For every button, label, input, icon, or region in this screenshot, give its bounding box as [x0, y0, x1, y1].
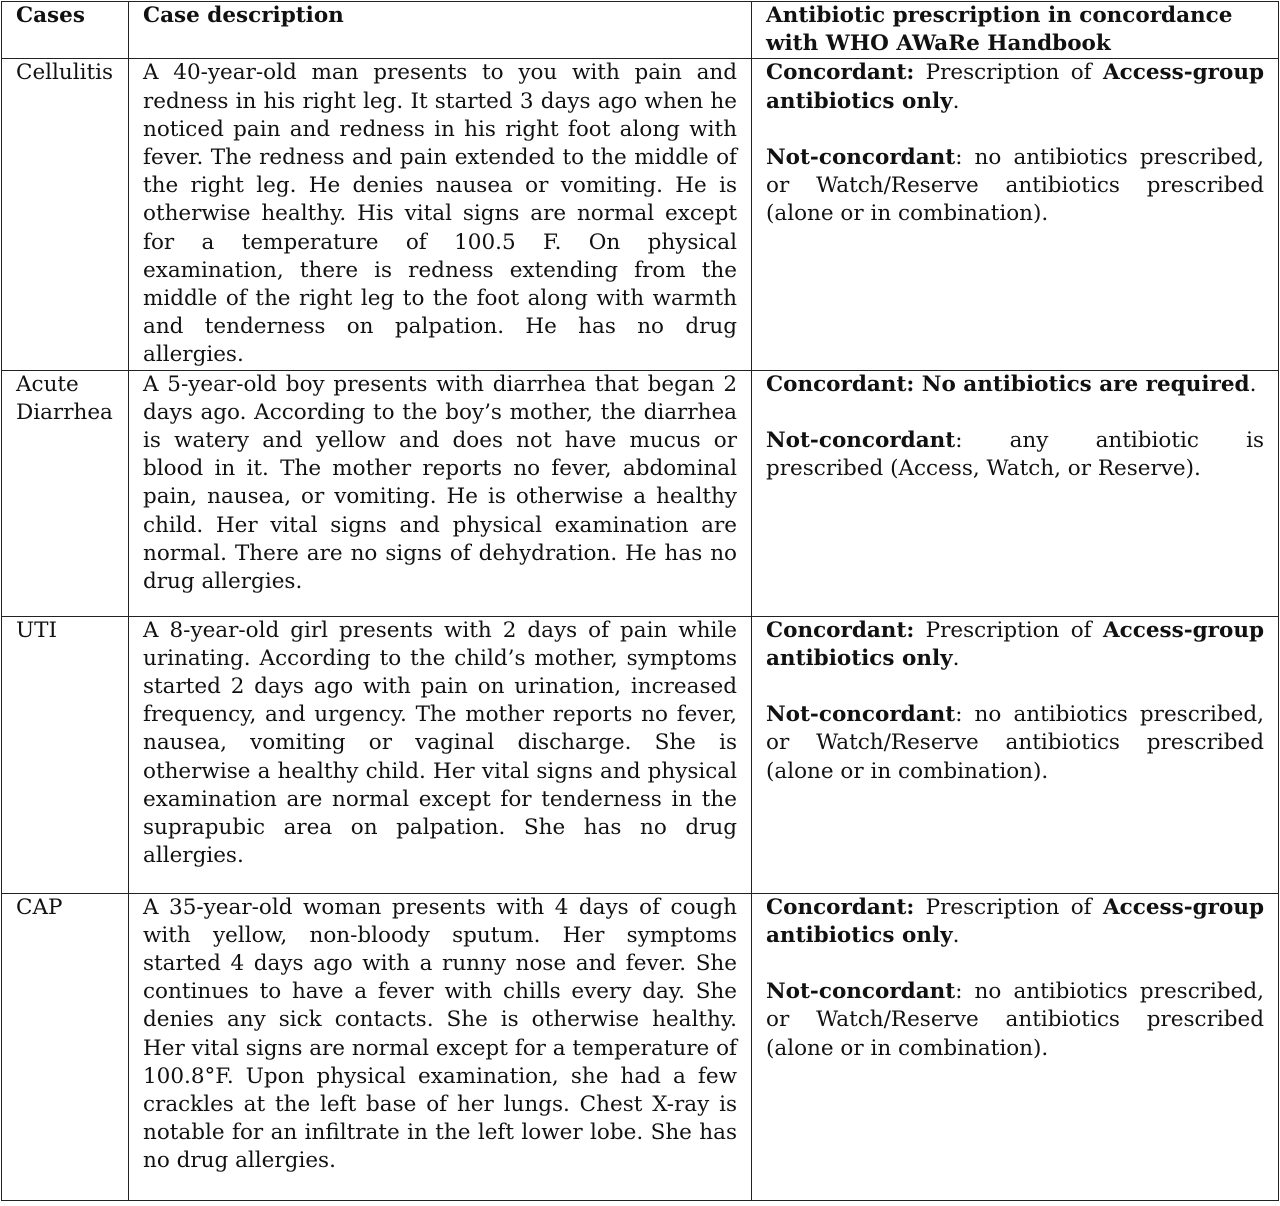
concordance-cell: [752, 616, 1279, 893]
concordant-label: Concordant: No antibiotics are required: [766, 371, 1250, 397]
concordance-cell: [752, 59, 1279, 370]
concordant-end: .: [1249, 371, 1257, 397]
not-concordant-label: Not-concordant: [766, 428, 956, 454]
not-concordant-text: : no antibiotics prescribed, or Watch/Reserve antibiotics prescribed (alone or in combination).: [766, 979, 1264, 1061]
case-name: CAP: [2, 893, 129, 1200]
concordant-emphasis: Access-group antibiotics only: [766, 60, 1264, 114]
case-table: [1, 1, 1279, 1201]
concordant-rule: [766, 371, 1264, 399]
header-cases: Cases: [2, 2, 129, 59]
concordant-end: .: [952, 922, 960, 948]
not-concordant-text: : no antibiotics prescribed, or Watch/Reserve antibiotics prescribed (alone or in combination).: [766, 702, 1264, 784]
case-description: A 8-year-old girl presents with 2 days of pain while urinating. According to the child’s mother, symptoms started 2 days ago with pain on urination, increased frequency, and urgency. The mother reports no fever, nausea, vomiting or vaginal discharge. She is otherwise a healthy child. Her vital signs and physical examination are normal except for tenderness in the suprapubic area on palpation. She has no drug allergies.: [129, 616, 752, 893]
concordant-rule: [766, 59, 1264, 115]
concordant-end: .: [952, 88, 960, 114]
not-concordant-text: : any antibiotic is prescribed (Access, Watch, or Reserve).: [766, 428, 1264, 482]
not-concordant-label: Not-concordant: [766, 702, 956, 728]
concordance-cell: [752, 893, 1279, 1200]
concordant-text: Prescription of: [914, 617, 1103, 643]
concordant-emphasis: Access-group antibiotics only: [766, 894, 1264, 948]
not-concordant-label: Not-concordant: [766, 979, 956, 1005]
not-concordant-rule: [766, 978, 1264, 1063]
concordant-rule: [766, 617, 1264, 673]
table-row: [2, 616, 1279, 893]
case-name: Acute Diarrhea: [2, 370, 129, 616]
case-name: Cellulitis: [2, 59, 129, 370]
concordant-text: Prescription of: [914, 60, 1103, 86]
concordant-emphasis: Access-group antibiotics only: [766, 617, 1264, 671]
not-concordant-rule: [766, 701, 1264, 786]
case-description: A 35-year-old woman presents with 4 days of cough with yellow, non-bloody sputum. Her symptoms started 4 days ago with a runny nose and fever. She continues to have a fever with chills every day. She denies any sick contacts. She is otherwise healthy. Her vital signs are normal except for a temperature of 100.8°F. Upon physical examination, she had a few crackles at the left base of her lungs. Chest X-ray is notable for an infiltrate in the left lower lobe. She has no drug allergies.: [129, 893, 752, 1200]
case-name: UTI: [2, 616, 129, 893]
not-concordant-text: : no antibiotics prescribed, or Watch/Reserve antibiotics prescribed (alone or in combination).: [766, 145, 1264, 227]
case-description: A 5-year-old boy presents with diarrhea that began 2 days ago. According to the boy’s mother, the diarrhea is watery and yellow and does not have mucus or blood in it. The mother reports no fever, abdominal pain, nausea, or vomiting. He is otherwise a healthy child. Her vital signs and physical examination are normal. There are no signs of dehydration. He has no drug allergies.: [129, 370, 752, 616]
not-concordant-rule: [766, 427, 1264, 483]
table-row: [2, 370, 1279, 616]
concordant-label: Concordant:: [766, 617, 915, 643]
header-row: [2, 2, 1279, 59]
not-concordant-label: Not-concordant: [766, 145, 956, 170]
not-concordant-rule: [766, 144, 1264, 229]
concordant-text: Prescription of: [914, 894, 1103, 920]
concordant-label: Concordant:: [766, 60, 915, 86]
case-description: A 40-year-old man presents to you with pain and redness in his right leg. It started 3 days ago when he noticed pain and redness in his right foot along with fever. The redness and pain extended to the middle of the right leg. He denies nausea or vomiting. He is otherwise healthy. His vital signs are normal except for a temperature of 100.5 F. On physical examination, there is redness extending from the middle of the right leg to the foot along with warmth and tenderness on palpation. He has no drug allergies.: [129, 59, 752, 370]
concordant-end: .: [952, 645, 960, 671]
table-row: [2, 893, 1279, 1200]
concordant-rule: [766, 894, 1264, 950]
concordant-label: Concordant:: [766, 894, 915, 920]
concordance-cell: [752, 370, 1279, 616]
header-case-description: Case description: [129, 2, 752, 59]
header-concordance: Antibiotic prescription in concordance with WHO AWaRe Handbook: [752, 2, 1279, 59]
table-row: [2, 59, 1279, 370]
